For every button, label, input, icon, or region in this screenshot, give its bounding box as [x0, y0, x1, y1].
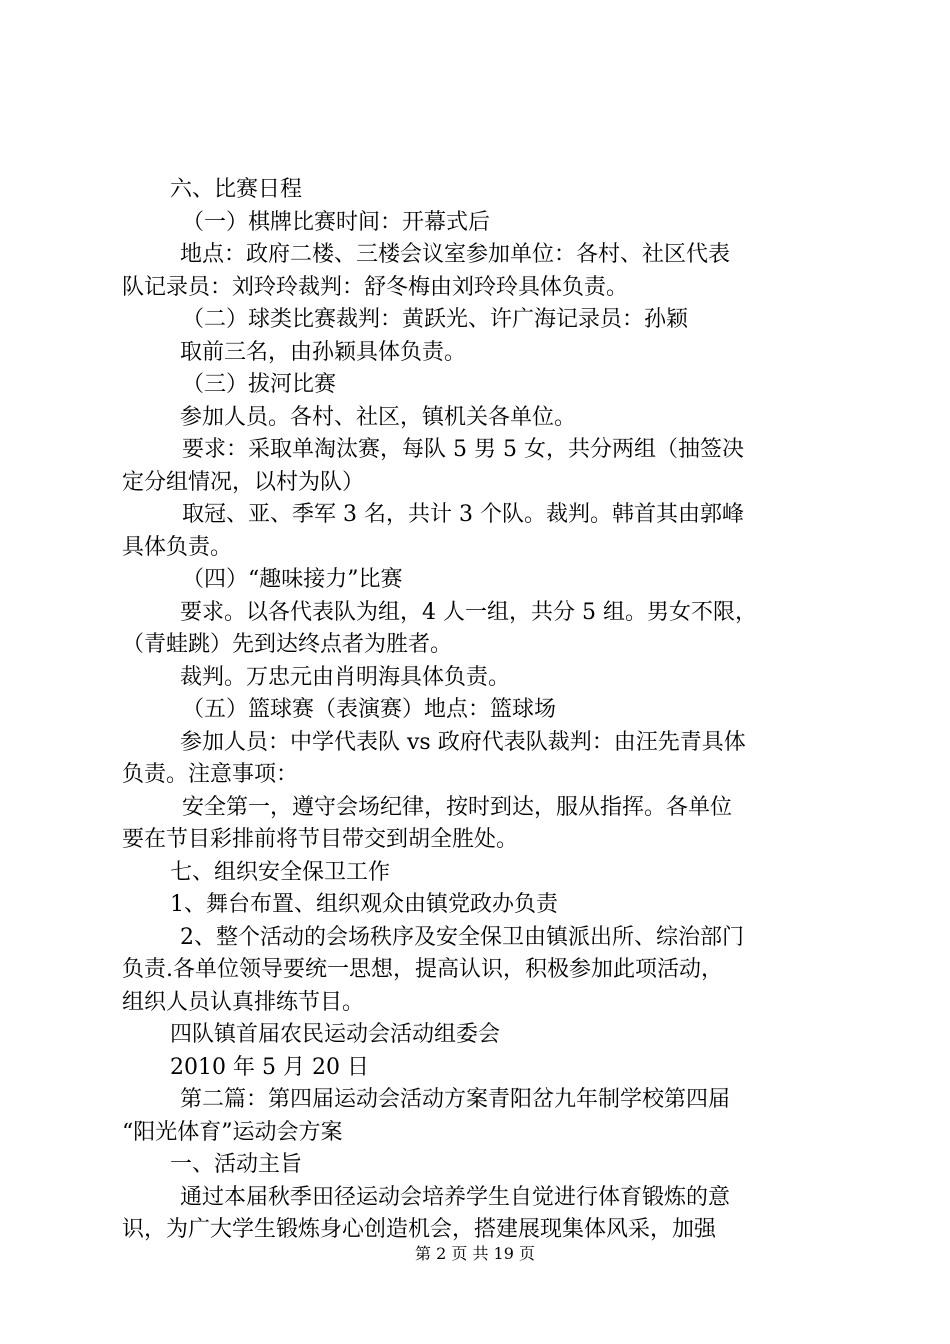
document-body — [122, 174, 832, 1247]
text-line: （五）篮球赛（表演赛）地点：篮球场 — [182, 697, 557, 722]
text-line: 识，为广大学生锻炼身心创造机会，搭建展现集体风采，加强 — [122, 1217, 717, 1242]
document-date: 2010 年 5 月 20 日 — [170, 1054, 369, 1080]
section-heading-purpose: 一、活动主旨 — [170, 1152, 303, 1177]
text-line: （青蛙跳）先到达终点者为胜者。 — [122, 632, 453, 657]
section-heading-security: 七、组织安全保卫工作 — [170, 859, 391, 885]
text-line: 定分组情况，以村为队） — [122, 469, 365, 495]
text-line: 裁判。万忠元由肖明海具体负责。 — [180, 664, 511, 690]
organizer-signature: 四队镇首届农民运动会活动组委会 — [170, 1022, 501, 1047]
text-line: （三）拔河比赛 — [182, 372, 337, 397]
text-line: 通过本届秋季田径运动会培养学生自觉进行体育锻炼的意 — [180, 1184, 731, 1210]
text-line: 取前三名，由孙颖具体负责。 — [180, 339, 467, 365]
text-line: （四）“趣味接力”比赛 — [182, 567, 403, 592]
text-line: “阳光体育”运动会方案 — [122, 1119, 343, 1145]
text-line: 第二篇：第四届运动会活动方案青阳岔九年制学校第四届 — [180, 1087, 731, 1112]
text-line: 负责。注意事项： — [122, 762, 299, 787]
text-line: 取冠、亚、季军 3 名，共计 3 个队。裁判。韩首其由郭峰 — [182, 502, 744, 527]
text-line: 负责.各单位领导要统一思想，提高认识，积极参加此项活动， — [122, 957, 723, 982]
text-line: 要在节目彩排前将节目带交到胡全胜处。 — [122, 827, 519, 852]
text-line: 队记录员：刘玲玲裁判：舒冬梅由刘玲玲具体负责。 — [122, 274, 629, 300]
page-footer: 第 2 页 共 19 页 — [415, 1244, 535, 1263]
text-line: 2、整个活动的会场秩序及安全保卫由镇派出所、综治部门 — [180, 924, 744, 950]
text-line: 要求：采取单淘汰赛，每队 5 男 5 女，共分两组（抽签决 — [182, 437, 744, 462]
text-line: 参加人员。各村、社区，镇机关各单位。 — [180, 404, 577, 430]
text-line: （一）棋牌比赛时间：开幕式后 — [182, 209, 491, 235]
section-heading-schedule: 六、比赛日程 — [170, 177, 303, 202]
text-line: 参加人员：中学代表队 vs 政府代表队裁判：由汪先青具体 — [180, 729, 746, 755]
text-line: 组织人员认真排练节目。 — [122, 989, 365, 1015]
text-line: 安全第一，遵守会场纪律，按时到达，服从指挥。各单位 — [182, 794, 733, 820]
text-line: 具体负责。 — [122, 534, 233, 560]
text-line: 1、舞台布置、组织观众由镇党政办负责 — [170, 892, 558, 917]
text-line: （二）球类比赛裁判：黄跃光、许广海记录员：孙颖 — [182, 307, 689, 332]
text-line: 地点：政府二楼、三楼会议室参加单位：各村、社区代表 — [180, 242, 731, 267]
text-line: 要求。以各代表队为组，4 人一组，共分 5 组。男女不限， — [180, 599, 757, 625]
